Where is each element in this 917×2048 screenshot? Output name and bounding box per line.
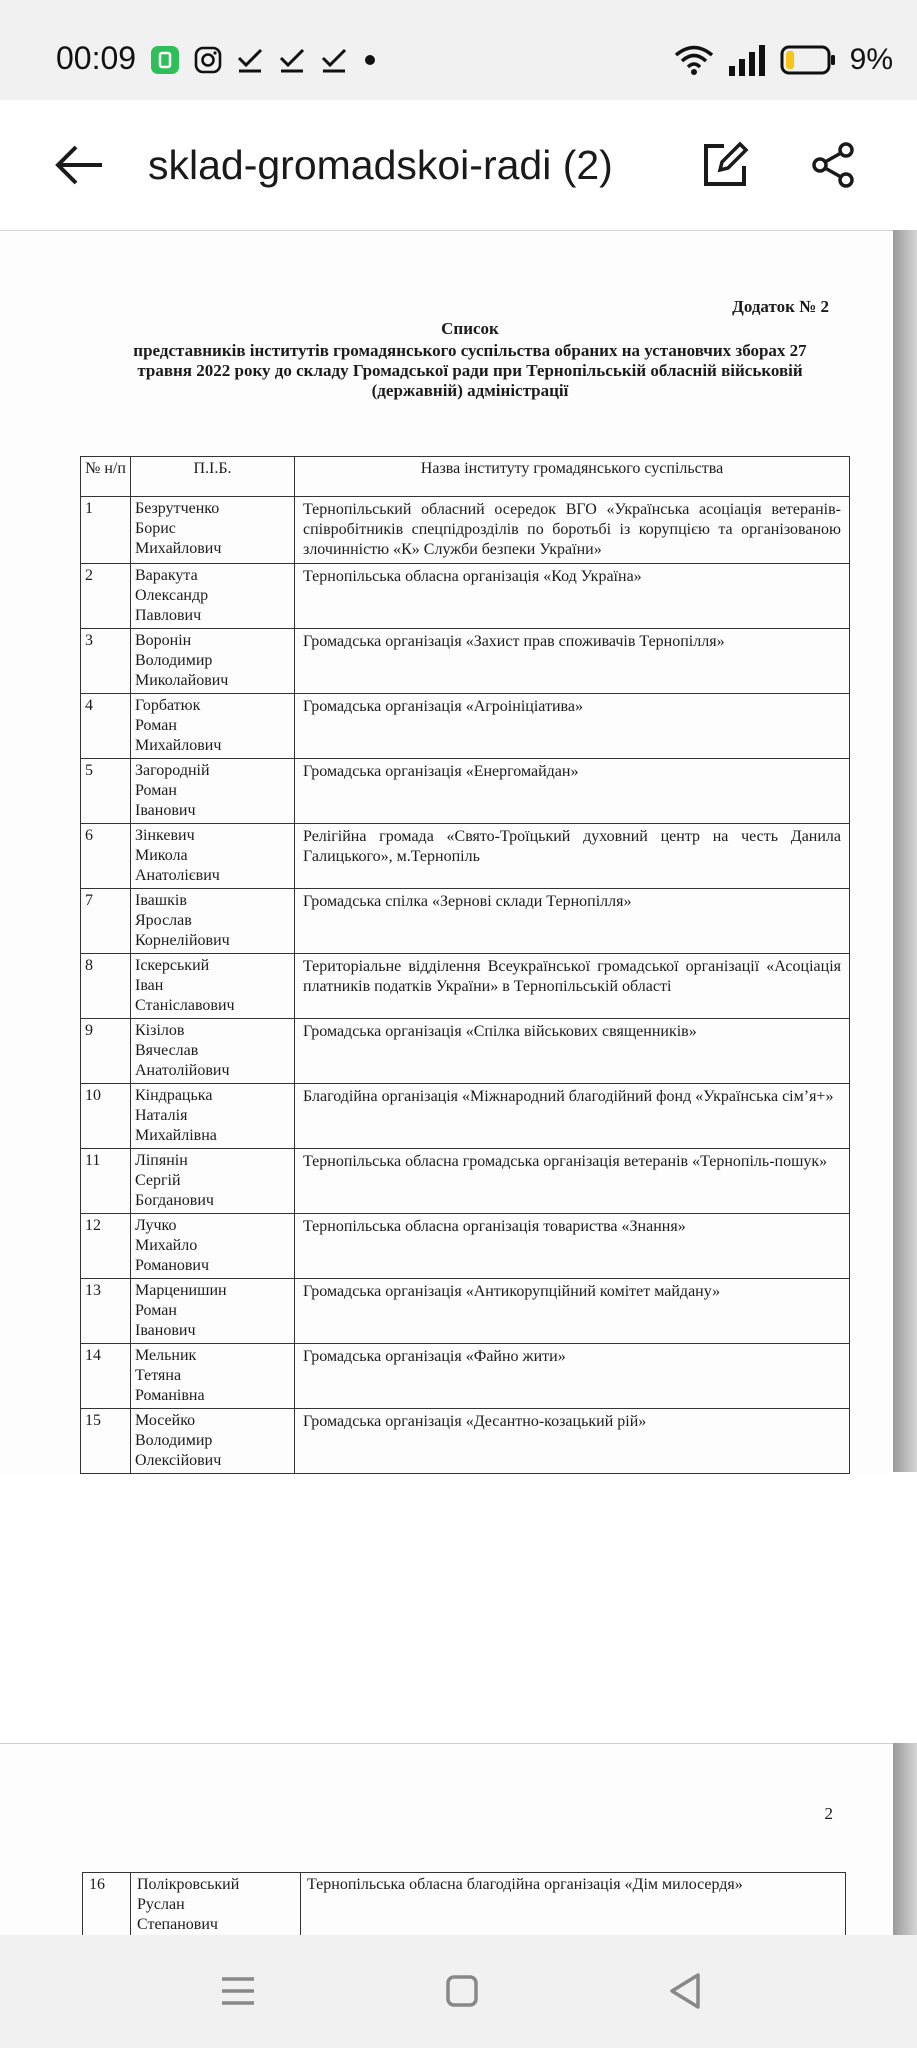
table-row — [81, 564, 850, 629]
document-viewer[interactable] — [0, 230, 917, 1935]
row-number: 13 — [81, 1279, 131, 1344]
row-name: Загородній Роман Іванович — [131, 759, 295, 824]
row-organization: Громадська організація «Десантно-козацький рій» — [295, 1409, 850, 1474]
row-name: Горбатюк Роман Михайлович — [131, 694, 295, 759]
row-organization: Тернопільська обласна благодійна організація «Дім милосердя» — [301, 1873, 846, 1936]
wifi-icon — [674, 44, 714, 76]
app-bar — [0, 100, 917, 230]
share-icon — [808, 140, 858, 190]
status-time: 00:09 — [56, 40, 137, 76]
row-organization: Громадська спілка «Зернові склади Тернопілля» — [295, 889, 850, 954]
row-number: 6 — [81, 824, 131, 889]
signal-icon — [728, 44, 766, 76]
row-organization: Благодійна організація «Міжнародний благодійний фонд «Українська сім’я+» — [295, 1084, 850, 1149]
row-organization: Тернопільська обласна організація «Код Україна» — [295, 564, 850, 629]
table-row — [81, 954, 850, 1019]
row-name: Мельник Тетяна Романівна — [131, 1344, 295, 1409]
row-organization: Релігійна громада «Свято-Троїцький духовний центр на честь Данила Галицького», м.Тернопіль — [295, 824, 850, 889]
table-row — [81, 1344, 850, 1409]
row-number: 1 — [81, 497, 131, 564]
battery-icon — [780, 45, 836, 75]
row-organization: Громадська організація «Спілка військових священників» — [295, 1019, 850, 1084]
table-row — [81, 889, 850, 954]
table-row — [81, 629, 850, 694]
row-name: Кізілов Вячеслав Анатолійович — [131, 1019, 295, 1084]
row-number: 11 — [81, 1149, 131, 1214]
dot-icon — [362, 52, 378, 68]
edit-icon — [700, 140, 750, 190]
row-name: Кіндрацька Наталія Михайлівна — [131, 1084, 295, 1149]
header-organization: Назва інституту громадянського суспільства — [295, 457, 850, 497]
row-number: 5 — [81, 759, 131, 824]
representatives-table — [80, 456, 850, 1474]
row-name: Івашків Ярослав Корнелійович — [131, 889, 295, 954]
row-name: Зінкевич Микола Анатолієвич — [131, 824, 295, 889]
edit-button[interactable] — [700, 140, 750, 190]
row-name: Воронін Володимир Миколайович — [131, 629, 295, 694]
document-page-1 — [0, 230, 893, 1473]
row-organization: Тернопільська обласна організація товариства «Знання» — [295, 1214, 850, 1279]
row-name: Полікровський Руслан Степанович — [131, 1873, 301, 1936]
page-edge-shadow — [893, 230, 917, 1472]
system-icons — [674, 38, 893, 82]
row-name: Лучко Михайло Романович — [131, 1214, 295, 1279]
status-bar — [0, 0, 917, 100]
row-number: 4 — [81, 694, 131, 759]
table-row — [81, 1279, 850, 1344]
row-organization: Громадська організація «Захист прав споживачів Тернопілля» — [295, 629, 850, 694]
row-organization: Громадська організація «Файно жити» — [295, 1344, 850, 1409]
check-icon — [236, 46, 264, 74]
row-organization: Тернопільський обласний осередок ВГО «Українська асоціація ветеранів-співробітників спецпідрозділів по боротьбі із корупцією та організованою злочинністю «К» Служби безпеки України» — [295, 497, 850, 564]
row-number: 16 — [83, 1873, 131, 1936]
app-icon — [150, 45, 180, 75]
recent-apps-button[interactable] — [218, 1971, 258, 2011]
row-number: 10 — [81, 1084, 131, 1149]
table-row — [83, 1873, 846, 1936]
table-row — [81, 1019, 850, 1084]
row-number: 12 — [81, 1214, 131, 1279]
back-icon — [666, 1971, 706, 2011]
row-number: 9 — [81, 1019, 131, 1084]
check-icon — [320, 46, 348, 74]
list-subtitle-line: (державній) адміністрації — [371, 381, 569, 400]
list-title: Список — [441, 319, 499, 338]
list-subtitle-line: травня 2022 року до складу Громадської ради при Тернопільській обласній військовій — [137, 361, 803, 380]
home-button[interactable] — [442, 1971, 482, 2011]
row-number: 3 — [81, 629, 131, 694]
table-row — [81, 759, 850, 824]
battery-percent: 9% — [849, 43, 893, 76]
table-row — [81, 1149, 850, 1214]
row-organization: Громадська організація «Антикорупційний комітет майдану» — [295, 1279, 850, 1344]
back-button[interactable] — [52, 140, 112, 190]
share-button[interactable] — [808, 140, 858, 190]
table-row — [81, 1214, 850, 1279]
row-organization: Територіальне відділення Всеукраїнської громадської організації «Асоціація платників податків України» в Тернопільській області — [295, 954, 850, 1019]
row-number: 7 — [81, 889, 131, 954]
table-header-row — [81, 457, 850, 497]
notification-icons — [150, 40, 378, 80]
row-name: Іскерський Іван Станіславович — [131, 954, 295, 1019]
row-number: 2 — [81, 564, 131, 629]
table-row — [81, 694, 850, 759]
row-name: Варакута Олександр Павлович — [131, 564, 295, 629]
row-name: Марценишин Роман Іванович — [131, 1279, 295, 1344]
row-name: Мосейко Володимир Олексійович — [131, 1409, 295, 1474]
row-organization: Громадська організація «Агроініціатива» — [295, 694, 850, 759]
home-icon — [442, 1971, 482, 2011]
row-number: 14 — [81, 1344, 131, 1409]
document-page-2 — [0, 1743, 893, 1935]
appendix-label: Додаток № 2 — [732, 297, 829, 316]
table-row — [81, 497, 850, 564]
row-name: Безрутченко Борис Михайлович — [131, 497, 295, 564]
row-organization: Тернопільська обласна громадська організація ветеранів «Тернопіль-пошук» — [295, 1149, 850, 1214]
row-number: 15 — [81, 1409, 131, 1474]
table-row — [81, 824, 850, 889]
header-name: П.І.Б. — [131, 457, 295, 497]
row-number: 8 — [81, 954, 131, 1019]
instagram-icon — [194, 46, 222, 74]
row-name: Ліпянін Сергій Богданович — [131, 1149, 295, 1214]
back-nav-button[interactable] — [666, 1971, 706, 2011]
table-row — [81, 1084, 850, 1149]
menu-icon — [218, 1971, 258, 2011]
document-title: sklad-gromadskoi-radi (2) — [148, 142, 613, 188]
row-organization: Громадська організація «Енергомайдан» — [295, 759, 850, 824]
page-edge-shadow — [893, 1743, 917, 1935]
back-arrow-icon — [52, 140, 112, 190]
representatives-table-continued — [82, 1872, 846, 1935]
navigation-bar — [0, 1935, 917, 2048]
header-number: № н/п — [81, 457, 131, 497]
check-icon — [278, 46, 306, 74]
page-number: 2 — [824, 1804, 833, 1823]
list-subtitle-line: представників інститутів громадянського суспільства обраних на установчих зборах 27 — [133, 341, 807, 360]
table-row — [81, 1409, 850, 1474]
